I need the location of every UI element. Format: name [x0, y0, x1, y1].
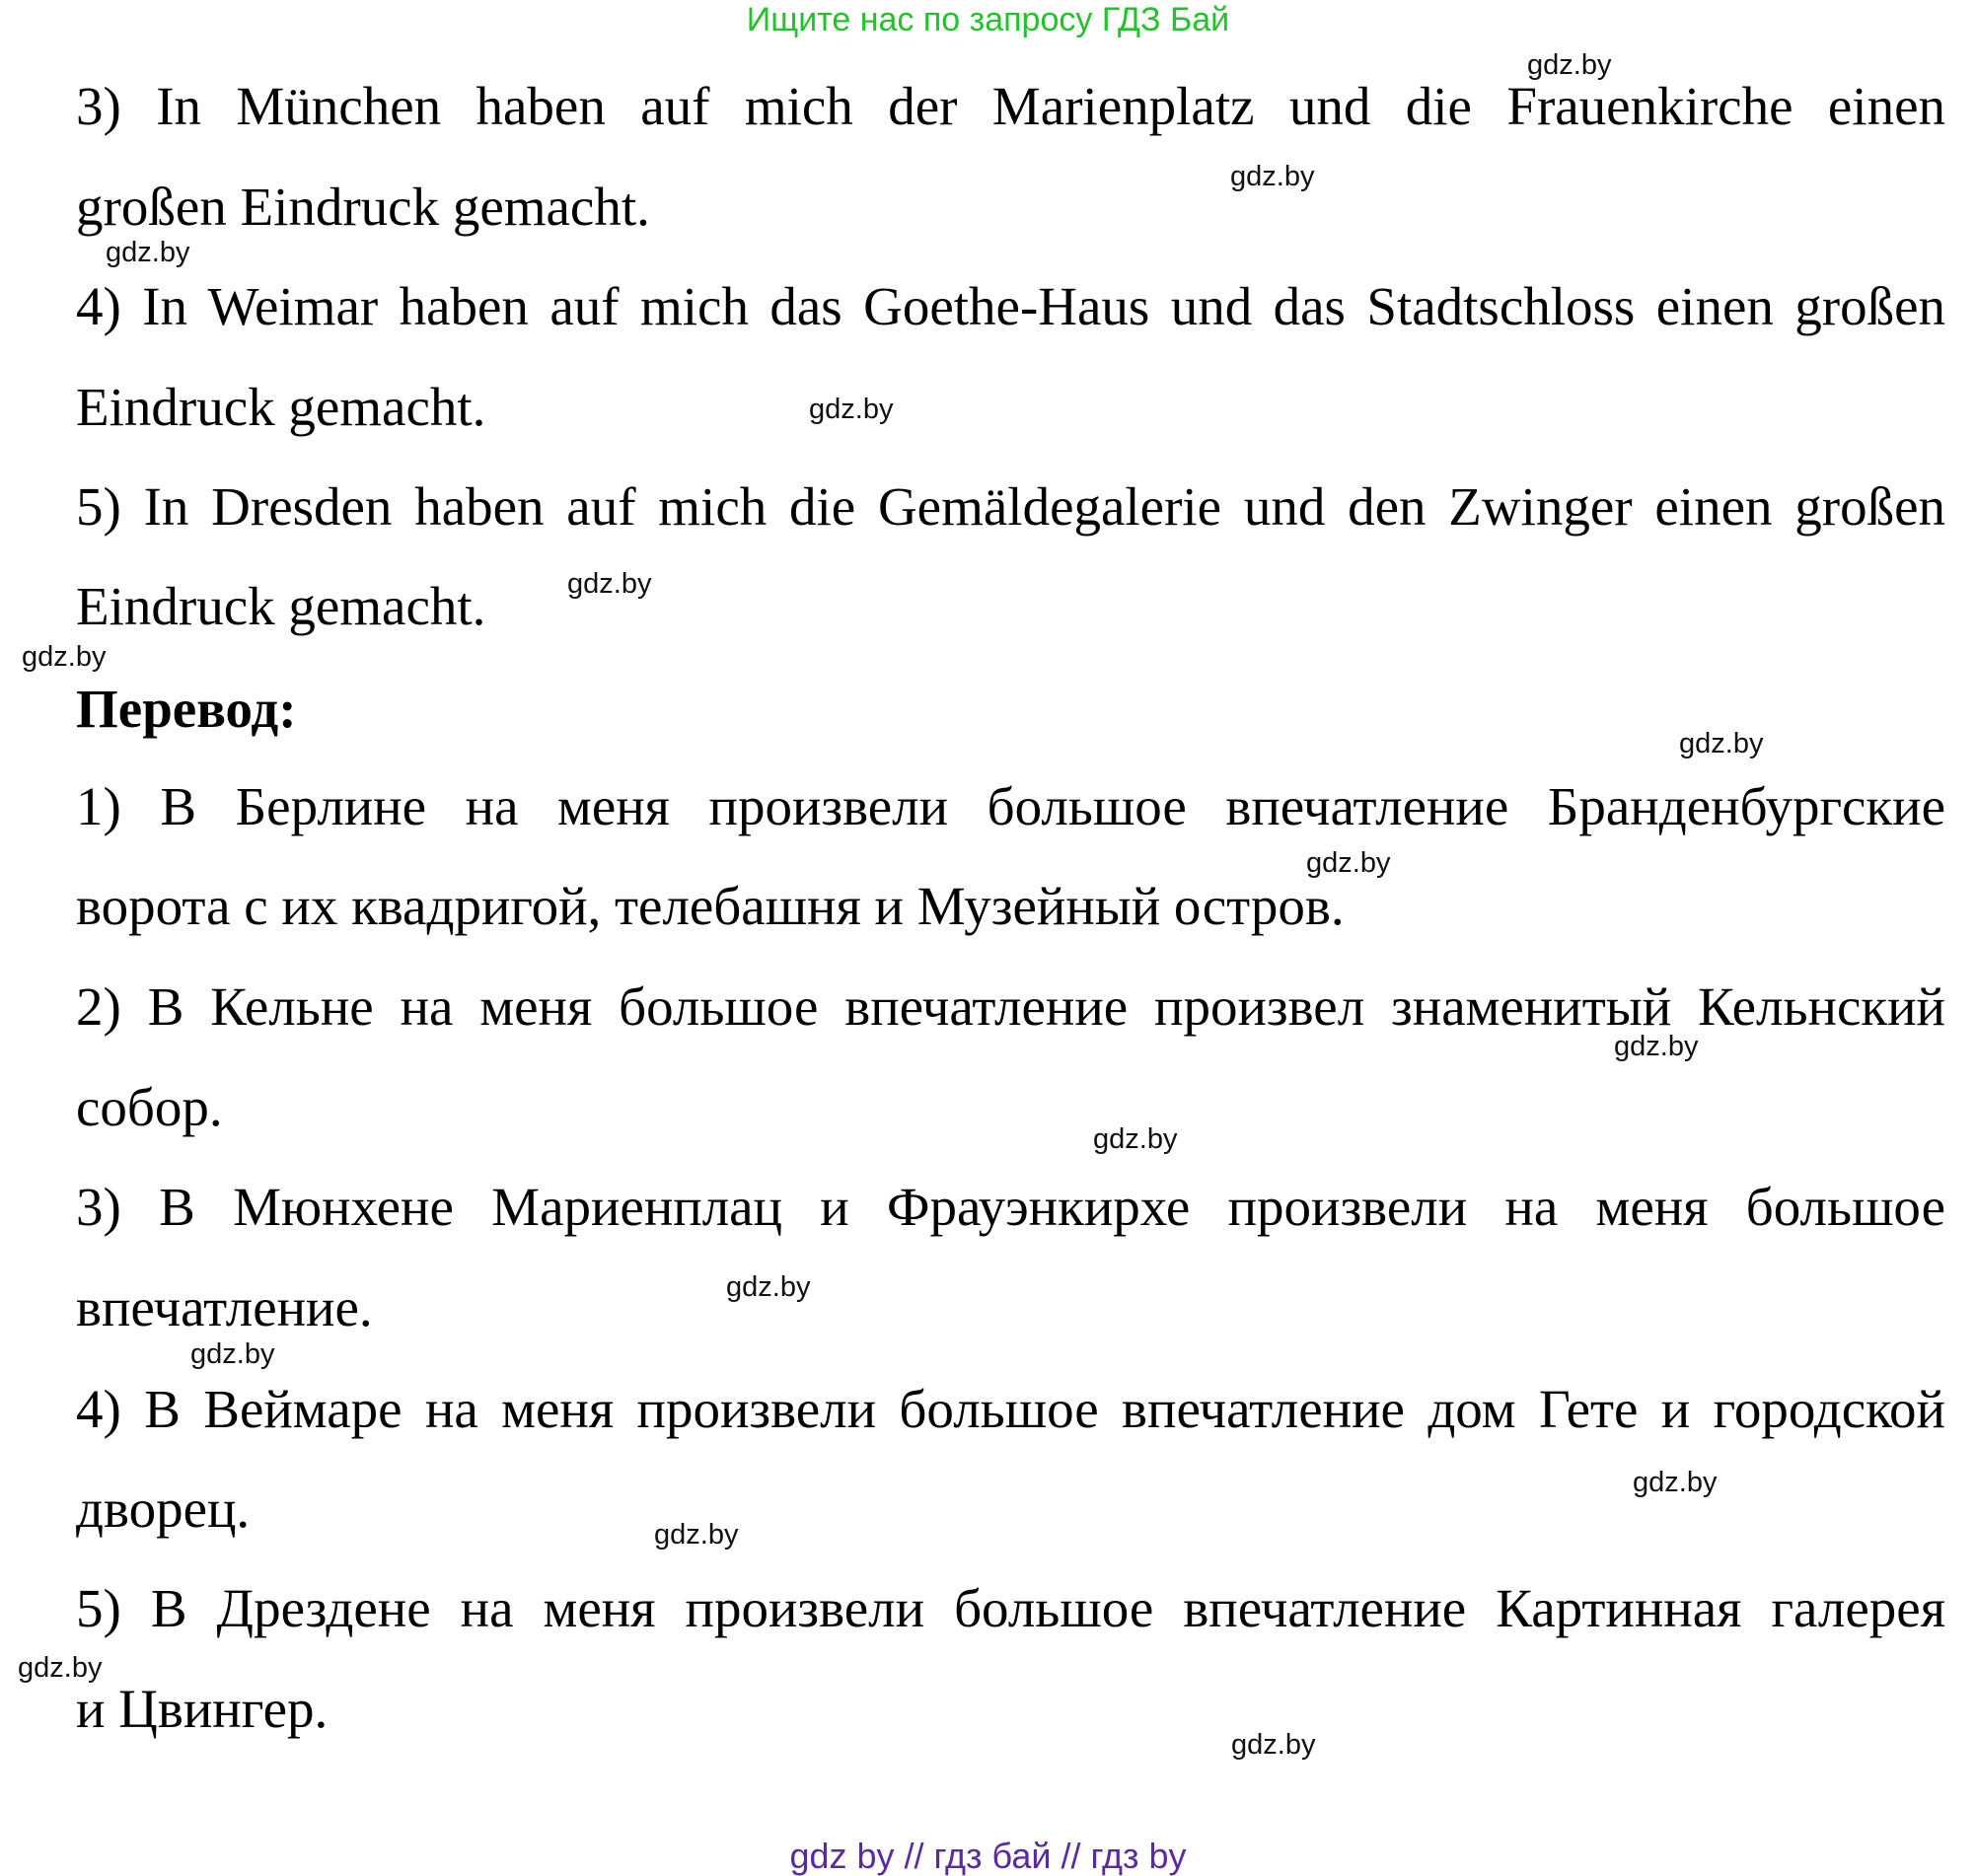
translation-item-1-line-1: 1) В Берлине на меня произвели большое впечатление Бранденбургские	[76, 776, 1945, 836]
translation-item-2-line-1: 2) В Кельне на меня большое впечатление произвел знаменитый Кельнский	[76, 976, 1945, 1037]
watermark: gdz.by	[106, 237, 190, 268]
watermark: gdz.by	[1679, 728, 1764, 759]
german-item-4-line-1: 4) In Weimar haben auf mich das Goethe-Haus und das Stadtschloss einen großen	[76, 276, 1945, 336]
translation-item-4-line-1: 4) В Веймаре на меня произвели большое впечатление дом Гете и городской	[76, 1379, 1945, 1439]
top-banner-text: Ищите нас по запросу ГДЗ Бай	[746, 1, 1230, 38]
watermark: gdz.by	[22, 641, 107, 673]
translation-item-1-line-2: ворота с их квадригой, телебашня и Музейный остров.	[76, 876, 1345, 936]
watermark: gdz.by	[726, 1271, 811, 1303]
german-item-3-line-1: 3) In München haben auf mich der Marienplatz und die Frauenkirche einen	[76, 76, 1945, 136]
watermark: gdz.by	[1633, 1467, 1718, 1498]
watermark: gdz.by	[1614, 1031, 1699, 1062]
watermark: gdz.by	[809, 394, 894, 425]
watermark: gdz.by	[1093, 1123, 1178, 1155]
german-item-3-line-2: großen Eindruck gemacht.	[76, 177, 650, 237]
translation-item-4-line-2: дворец.	[76, 1479, 251, 1539]
watermark: gdz.by	[1306, 847, 1391, 879]
translation-heading: Перевод:	[76, 679, 297, 739]
german-item-5-line-2: Eindruck gemacht.	[76, 576, 486, 636]
footer-text: gdz by // гдз бай // гдз by	[789, 1836, 1187, 1876]
translation-item-3-line-2: впечатление.	[76, 1277, 373, 1337]
watermark: gdz.by	[1527, 49, 1612, 81]
translation-item-5-line-1: 5) В Дрездене на меня произвели большое впечатление Картинная галерея	[76, 1578, 1945, 1638]
translation-item-3-line-1: 3) В Мюнхене Мариенплац и Фрауэнкирхе произвели на меня большое	[76, 1177, 1945, 1237]
watermark: gdz.by	[190, 1338, 275, 1370]
watermark: gdz.by	[1231, 1729, 1316, 1761]
watermark: gdz.by	[18, 1652, 103, 1684]
translation-item-2-line-2: собор.	[76, 1077, 223, 1137]
watermark: gdz.by	[567, 568, 652, 600]
german-item-4-line-2: Eindruck gemacht.	[76, 377, 486, 437]
watermark: gdz.by	[654, 1519, 739, 1551]
translation-item-5-line-2: и Цвингер.	[76, 1679, 329, 1739]
watermark: gdz.by	[1230, 161, 1315, 192]
german-item-5-line-1: 5) In Dresden haben auf mich die Gemäldegalerie und den Zwinger einen großen	[76, 476, 1945, 537]
